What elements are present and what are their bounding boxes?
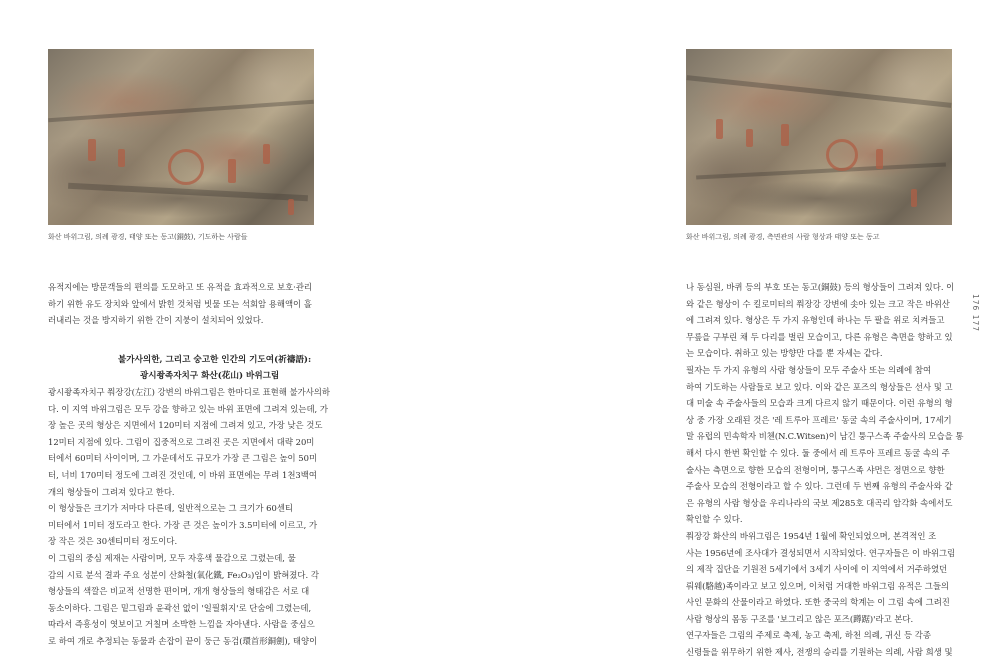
text-line: 대 미술 속 주술사들의 모습과 크게 다르지 않기 때문이다. 이런 유형의 형 [686, 398, 953, 409]
text-line: 12미터 지점에 있다. 그림이 집중적으로 그려진 곳은 지면에서 대략 20미 [48, 436, 315, 447]
text-line: 터, 너비 170미터 정도에 그려진 것인데, 이 바위 표면에는 무려 1천3백여 [48, 469, 317, 480]
text-line: 술사는 측면으로 향한 모습의 전형이며, 퉁구스족 샤먼은 정면으로 향한 [686, 464, 945, 475]
text-line: 나 동심원, 바퀴 등의 부호 또는 동고(銅鼓) 등의 형상들이 그려져 있다. 이 [686, 282, 955, 292]
painted-figure [911, 189, 917, 207]
section-subtitle: 광시좡족자치구 화산(花山) 바위그림 [140, 371, 280, 381]
text-line: 형상들의 색깔은 비교적 선명한 편이며, 개개 형상들의 형태감은 서로 대 [48, 586, 310, 597]
text-line: 다. 이 지역 바위그림은 모두 강을 향하고 있는 바위 표면에 그려져 있는데, 가 [48, 403, 328, 414]
painted-figure [876, 149, 883, 169]
photo-caption: 화산 바위그림, 의례 광경, 측면관의 사람 형상과 태양 또는 동고 [686, 233, 880, 241]
text-line: 이 형상들은 크기가 저마다 다른데, 일반적으로는 그 크기가 60센티 [48, 503, 293, 514]
text-line: 유적지에는 방문객들의 편의를 도모하고 또 유적을 효과적으로 보호·관리 [48, 282, 313, 292]
text-line: 사는 1956년에 조사대가 결성되면서 시작되었다. 연구자들은 이 바위그림 [686, 547, 956, 558]
painted-sun-disc [826, 139, 858, 171]
text-line: 는 모습이다. 취하고 있는 방향만 다를 뿐 자세는 같다. [686, 348, 883, 359]
text-line: 필자는 두 가지 유형의 사람 형상들이 모두 주술사 또는 의례에 참여 [686, 364, 932, 375]
painted-figure [746, 129, 753, 147]
text-line: 사인 문화의 산물이라고 하였다. 또한 중국의 학계는 이 그림 속에 그려진 [686, 597, 950, 608]
text-line: 러내리는 것을 방지하기 위한 간이 지붕이 설치되어 있었다. [48, 315, 264, 326]
text-line: 에 그려져 있다. 형상은 두 가지 유형인데 하나는 두 팔을 위로 치켜들고 [686, 315, 945, 326]
painted-figure [781, 124, 789, 146]
text-line: 무릎을 구부린 채 두 다리를 벌린 모습이고, 다른 유형은 측면을 향하고 있 [686, 331, 953, 342]
text-line: 의 제작 집단을 기원전 5세기에서 3세기 사이에 이 지역에서 거주하였던 [686, 564, 948, 575]
text-line: 은 유형의 사람 형상을 우리나라의 국보 제285호 대곡리 암각화 속에서도 [686, 497, 953, 508]
text-line: 뤄웨(駱越)족이라고 보고 있으며, 이처럼 거대한 바위그림 유적은 그들의 [686, 580, 950, 591]
body-text-right [686, 279, 963, 661]
body-text-left [48, 384, 330, 650]
text-line: 로 하여 개로 추정되는 동물과 손잡이 끝이 둥근 동검(環首形銅劍), 태양이 [48, 635, 318, 646]
text-line: 상 중 가장 오래된 것은 '레 트루아 프레르' 동굴 속의 주술사이며, 17세기 [686, 414, 952, 425]
text-line: 주술사 모습의 전형이라고 할 수 있다. 그런데 두 번째 유형의 주술사와 같 [686, 481, 953, 492]
text-line: 연구자들은 그림의 주제로 축제, 농고 축제, 하천 의례, 귀신 등 각종 [686, 630, 931, 641]
text-line: 광시좡족자치구 쭤장강(左江) 강변의 바위그림은 한마디로 표현해 불가사의하 [48, 387, 330, 397]
text-line: 장 높은 곳의 형상은 지면에서 120미터 지점에 그려져 있고, 가장 낮은 것도 [48, 420, 323, 431]
text-line: 장 작은 것은 30센티미터 정도이다. [48, 536, 178, 547]
painted-figure [263, 144, 270, 164]
text-line: 따라서 즉흥성이 엿보이고 거칠며 소박한 느낌을 자아낸다. 사람을 중심으 [48, 619, 315, 630]
text-line: 와 같은 형상이 수 킬로미터의 쭤장강 강변에 솟아 있는 크고 작은 바위산 [686, 298, 950, 309]
rock-painting-photo-left [48, 49, 314, 225]
text-line: 개의 형상들이 그려져 있다고 한다. [48, 486, 175, 497]
text-line: 동소이하다. 그림은 밑그림과 윤곽선 없이 '일필휘지'로 단숨에 그렸는데, [48, 602, 312, 613]
text-line: 미터에서 1미터 정도라고 한다. 가장 큰 것은 높이가 3.5미터에 이르고, 가 [48, 519, 318, 530]
painted-figure [118, 149, 125, 167]
text-line: 신령들을 위무하기 위한 제사, 전쟁의 승리를 기원하는 의례, 사람 희생 및 [686, 647, 953, 658]
text-line: 이 그림의 중심 제재는 사람이며, 모두 자홍색 물감으로 그렸는데, 물 [48, 552, 296, 563]
painted-figure [88, 139, 96, 161]
text-line: 하여 기도하는 사람들로 보고 있다. 이와 같은 포즈의 형상들은 선사 및 고 [686, 381, 953, 392]
painted-sun-disc [168, 149, 204, 185]
photo-caption: 화산 바위그림, 의례 광경, 태양 또는 동고(銅鼓), 기도하는 사람들 [48, 233, 248, 241]
rock-painting-photo-right [686, 49, 952, 225]
text-line: 말 유럽의 민속학자 비첸(N.C.Witsen)이 남긴 퉁구스족 주술사의 모습을 통 [686, 431, 964, 442]
text-line: 해서 다시 한번 확인할 수 있다. 둘 중에서 레 트루아 프레르 동굴 속의 주 [686, 447, 950, 458]
painted-figure [716, 119, 723, 139]
text-line: 하기 위한 유도 장치와 앞에서 밝힌 것처럼 빗물 또는 석회암 용해액이 흘 [48, 298, 312, 309]
text-line: 쭤장강 화산의 바위그림은 1954년 1월에 확인되었으며, 본격적인 조 [686, 530, 937, 541]
text-line: 사람 형상의 몸동 구조를 '보그리고 않은 포즈(蹲踞)'라고 본다. [686, 613, 914, 624]
text-line: 터에서 60미터 사이이며, 그 가운데서도 규모가 가장 큰 그림은 높이 50미 [48, 453, 318, 464]
painted-figure [228, 159, 236, 183]
section-title: 불가사의한, 그리고 숭고한 인간의 기도여(祈禱語): [118, 355, 312, 365]
right-page [500, 0, 1000, 666]
intro-paragraph [48, 279, 312, 329]
text-line: 감의 시료 분석 결과 주요 성분이 산화철(氧化鐵, Fe₂O₃)임이 밝혀졌다. 각 [48, 569, 319, 580]
painted-figure [288, 199, 294, 215]
text-line: 확인할 수 있다. [686, 514, 743, 525]
page-numbers: 176 177 [971, 294, 980, 333]
